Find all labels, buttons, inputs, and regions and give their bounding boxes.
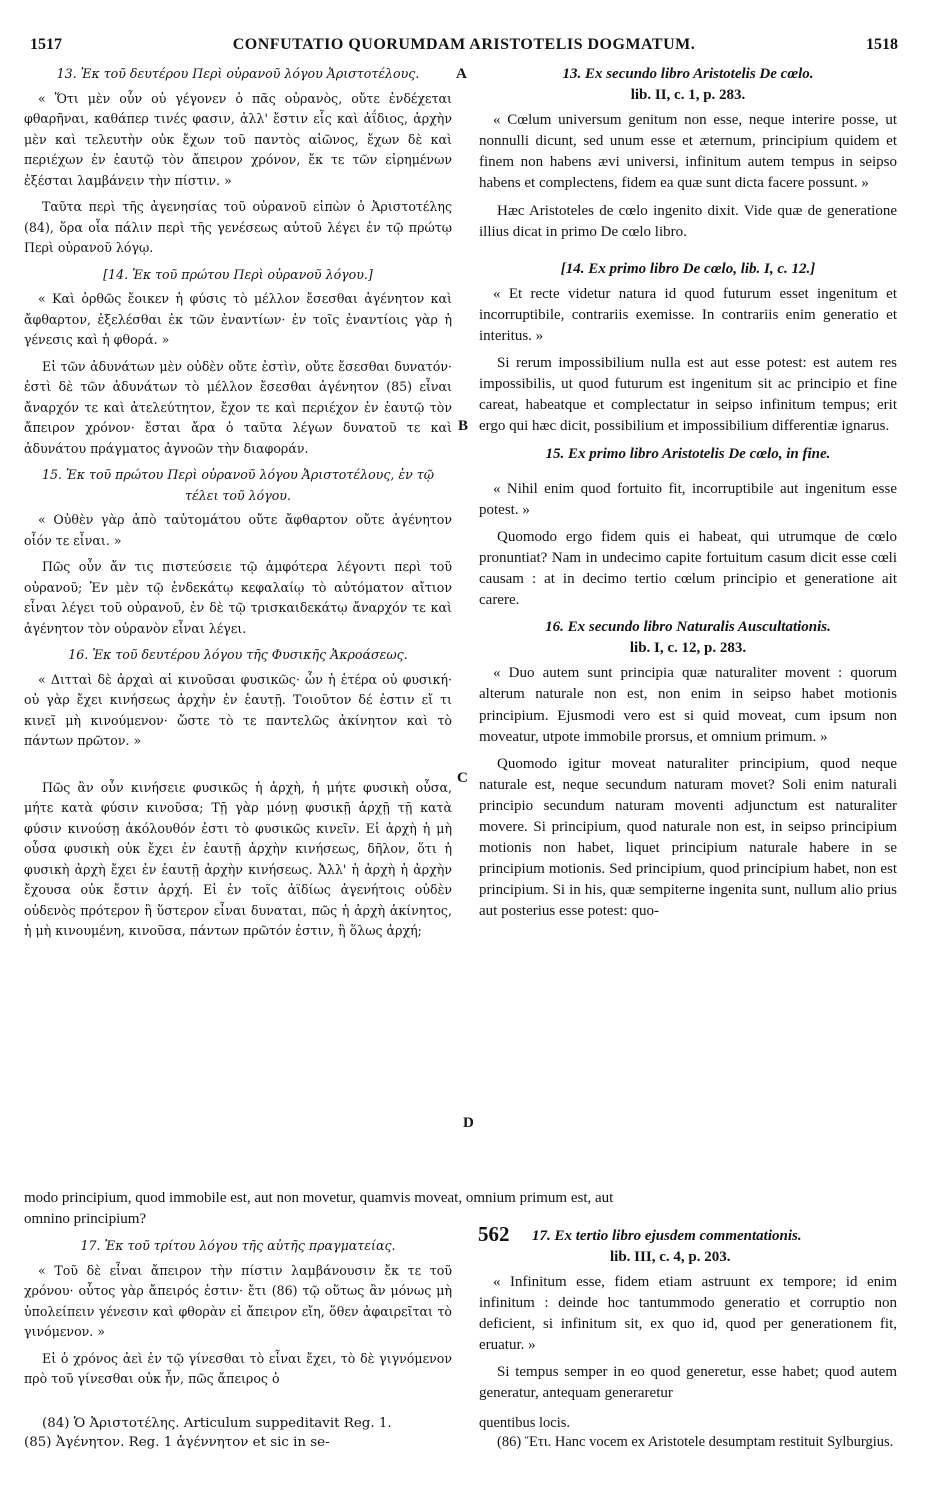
spanning-text bbox=[24, 1188, 900, 1230]
section-16-quote-greek: « Διτταὶ δὲ ἀρχαὶ αἱ κινοῦσαι φυσικῶς· ὧν ἡ ἑτέρα οὐ φυσική· οὐ γὰρ ἔχει κινήσεως ἀρχὴν ἐν ἑαυτῇ. Τοιοῦτον δέ ἐστιν εἴ τι κινεῖ μὴ κινούμενον· ὥστε τὸ τε παντελῶς ἀκίνητον καὶ τὸ πάντων πρῶτον. » bbox=[24, 671, 452, 748]
section-13-ref-latin: lib. II, c. 1, p. 283. bbox=[630, 87, 746, 104]
page-number-right: 1518 bbox=[866, 36, 898, 53]
margin-page-number: 562 bbox=[478, 1222, 510, 1246]
section-16-heading-greek: 16. Ἐκ τοῦ δευτέρου λόγου τῆς Φυσικῆς Ἀκροάσεως. bbox=[68, 647, 408, 662]
section-17-title-latin: 17. Ex tertio libro ejusdem commentationis. bbox=[532, 1228, 802, 1244]
section-14-quote-greek: « Καὶ ὀρθῶς ἔοικεν ἡ φύσις τὸ μέλλον ἔσεσθαι ἀγένητον καὶ ἄφθαρτον, ἐξελέσθαι ἐκ τῶν ἐναντίων· ἐν τοῖς ἐναντίοις γὰρ ἡ γένεσις καὶ ἡ φθορά. » bbox=[24, 291, 452, 347]
section-17-comment-greek: Εἰ ὁ χρόνος ἀεὶ ἐν τῷ γίνεσθαι τὸ εἶναι ἔχει, τὸ δὲ γιγνόμενον πρὸ τοῦ γίνεσθαι οὐκ ἦν, πῶς ἄπειρος ὁ bbox=[24, 1350, 452, 1386]
page-number-left: 1517 bbox=[30, 36, 62, 53]
margin-letter-a: A bbox=[456, 66, 467, 82]
section-15-heading-latin: 15. Ex primo libro Aristotelis De cœlo, in fine. bbox=[545, 445, 831, 462]
footnote-85-continued: quentibus locis. bbox=[479, 1415, 571, 1431]
section-13-comment-latin: Hæc Aristoteles de cœlo ingenito dixit. Vide quæ de generatione illius dicat in primo De cœlo libro. bbox=[479, 202, 897, 240]
margin-letter-c: C bbox=[457, 770, 468, 786]
section-13-heading-greek: 13. Ἐκ τοῦ δευτέρου Περὶ οὐρανοῦ λόγου Ἀριστοτέλους. bbox=[56, 66, 420, 81]
section-16-heading-latin bbox=[479, 617, 897, 659]
section-14-comment-greek: Εἰ τῶν ἀδυνάτων μὲν οὐδὲν οὔτε ἐστὶν, οὔτε ἔσεσθαι δυνατόν· ἐστὶ δὲ τῶν ἀδυνάτων τὸ μέλλον ἔσεσθαι ἀγένητον (85) εἶναι ἄναρχόν τε καὶ ἀτελεύτητον, ἔχον τε καὶ περιέχον ἐν ἑαυτῷ τὸν ἄπειρον χρόνον· ἔσται ἄρα ὁ ταῦτα λέγων δυνατοῦ τε καὶ ἀδυνάτου πράγματος ἀγνοῶν τὴν διαφοράν. bbox=[24, 358, 452, 456]
section-13-quote-latin: « Cœlum universum genitum non esse, neque interire posse, ut nonnulli dicunt, sed unum esse et æternum, principium quidem et finem non habens ævi universi, infinitum autem tempus in seipso habens et complectens, fidem ea quæ sunt dicta facere possunt. » bbox=[479, 112, 897, 192]
section-13-quote-greek: « Ὅτι μὲν οὖν οὐ γέγονεν ὁ πᾶς οὐρανὸς, οὔτε ἐνδέχεται φθαρῆναι, καθάπερ τινές φασιν, ἀλλ' ἔστιν εἷς καὶ ἀΐδιος, ἀρχὴν μὲν καὶ τελευτὴν οὐκ ἔχων τοῦ παντὸς αἰῶνος, ἔχων δὲ καὶ περιέχων ἐν ἑαυτῷ τὸν ἄπειρον χρόνον, ἔκ τε τῶν εἰρημένων ἐξέσται λαμβάνειν τὴν πίστιν. » bbox=[24, 90, 452, 188]
section-16-ref-latin: lib. I, c. 12, p. 283. bbox=[629, 640, 747, 657]
page-header bbox=[30, 36, 898, 56]
section-15-quote-latin: « Nihil enim quod fortuito fit, incorruptibile aut ingenitum esse potest. » bbox=[479, 480, 897, 518]
section-17-ref-latin: lib. III, c. 4, p. 203. bbox=[610, 1249, 731, 1266]
section-15-quote-greek: « Οὐθὲν γὰρ ἀπὸ ταὐτομάτου οὔτε ἄφθαρτον οὔτε ἀγένητον οἷόν τε εἶναι. » bbox=[24, 512, 452, 548]
section-16-comment-latin: Quomodo igitur moveat naturaliter principium, quod neque naturale est, neque secundum naturam movet? Soli enim naturali principio secundum naturam moventi adjunctum est naturaliter movere. Si principium, quod naturale non est, in seipso principium motionis non habet, liquet principium naturale habere in se principium motionis. Sed principium, quod principium habet, non est principium. Si in his, quæ sempiterne ingenita sunt, nullum alio prius aut posterius esse potest: quo- bbox=[479, 755, 897, 920]
latin-column-lower bbox=[479, 1272, 897, 1411]
footnotes-right bbox=[479, 1414, 897, 1452]
footnotes-left bbox=[24, 1414, 452, 1452]
section-16-quote-latin: « Duo autem sunt principia quæ naturaliter movent : quorum alterum naturale non est, non enim in seipso habet motionis principium. Ejusmodi vero est si quid moveat, cum ipsum non moveatur, utpote immobile prorsus, et omnium primum. » bbox=[479, 665, 897, 745]
section-13-title-latin: 13. Ex secundo libro Aristotelis De cœlo. bbox=[562, 66, 814, 82]
running-title: CONFUTATIO QUORUMDAM ARISTOTELIS DOGMATUM. bbox=[232, 36, 696, 53]
section-14-comment-latin: Si rerum impossibilium nulla est aut esse potest: est autem res impossibilis, ut quod futurum est ingenitum sit ac principio et fine careat, habeatque et complectatur in seipso infinitum tempus; erit ergo qui hæc dicit, possibilium et impossibilium differentiæ ignarus. bbox=[479, 355, 897, 435]
greek-column-lower bbox=[24, 1236, 452, 1396]
section-15-comment-latin: Quomodo ergo fidem quis ei habeat, qui utrumque de cœlo pronuntiat? Nam in undecimo capite fortuitum casum dicit esse cœli causam : at in decimo tertio cœlum principio et generatione ait carere. bbox=[479, 528, 897, 609]
section-17-heading-greek: 17. Ἐκ τοῦ τρίτου λόγου τῆς αὐτῆς πραγματείας. bbox=[80, 1238, 396, 1253]
section-16-comment-greek: Πῶς ἂν οὖν κινήσειε φυσικῶς ἡ ἀρχὴ, ἡ μήτε φυσικὴ οὖσα, μήτε κατὰ φύσιν κινοῦσα; Τῇ γὰρ μόνῃ φυσικῇ ἀρχῇ τῇ κατὰ φύσιν κινούσῃ ἀκόλουθόν ἐστι τὸ φυσικῶς κινεῖν. Εἰ ἀρχὴ ἡ μὴ οὖσα φυσικὴ οὐκ ἔχει ἐν ἑαυτῇ ἀρχὴν κινήσεως, δῆλον, ὅτι ἡ φυσικὴ ἀρχὴ ἔχει ἐν ἑαυτῇ ἀρχὴν κινήσεως. Ἀλλ' ἡ ἀρχὴ ἡ ἀρχὴν ἔχουσα οὐκ ἔστιν ἀρχή. Εἰ ἐν τοῖς ἀϊδίως ἀγενήτοις οὐδὲν οὐδενὸς πρότερον ἢ ὕστερον εἶναι δυναται, πῶς ἡ ἀρχὴ ἀκίνητος, ἡ μὴ κινουμένη, κινοῦσα, πάντων πρῶτόν ἐστιν, ἢ ὅλως ἀρχή; bbox=[24, 779, 452, 938]
latin-column-lower-heading bbox=[532, 1226, 897, 1272]
margin-letter-d: D bbox=[463, 1115, 474, 1131]
greek-column bbox=[24, 64, 452, 948]
margin-letter-b: B bbox=[458, 418, 469, 434]
section-17-quote-latin: « Infinitum esse, fidem etiam astruunt ex tempore; id enim infinitum : deinde hoc tantummodo generatio et corruptio non deficient, si infinitum sit, ex quo id, quod per generationem fit, eruatur. » bbox=[479, 1274, 897, 1354]
section-17-quote-greek: « Τοῦ δὲ εἶναι ἄπειρον τὴν πίστιν λαμβάνουσιν ἔκ τε τοῦ χρόνου· οὗτος γὰρ ἄπειρός ἐστιν· ἔτι (86) τῷ οὕτως ἂν μόνως μὴ ὑπολείπειν γένεσιν καὶ φθορὰν εἰ ἄπειρον εἴη, ὅθεν ἀφαιρεῖται τὸ γινόμενον. » bbox=[24, 1262, 452, 1339]
section-14-quote-latin: « Et recte videtur natura id quod futurum esset ingenitum et incorruptibile, contrariis exemisse. In contrariis enim generatio et interitus. » bbox=[479, 285, 897, 345]
footnote-84: (84) Ὁ Ἀριστοτέλης. Articulum suppeditavit Reg. 1. bbox=[42, 1416, 392, 1431]
section-15-heading-greek: 15. Ἐκ τοῦ πρώτου Περὶ οὐρανοῦ λόγου Ἀριστοτέλους, ἐν τῷ τέλει τοῦ λόγου. bbox=[41, 467, 435, 503]
spanning-line-2: omnino principium? bbox=[24, 1211, 147, 1227]
section-17-comment-latin: Si tempus semper in eo quod generetur, esse habet; quod autem generatur, antequam generaretur bbox=[479, 1364, 897, 1402]
section-13-heading-latin bbox=[479, 64, 897, 106]
footnote-86: (86) Ἔτι. Hanc vocem ex Aristotele desumptam restituit Sylburgius. bbox=[497, 1434, 894, 1450]
spanning-line-1: modo principium, quod immobile est, aut non movetur, quamvis moveat, omnium primum est, aut bbox=[24, 1190, 614, 1206]
section-17-heading-latin bbox=[532, 1226, 897, 1268]
section-15-comment-greek: Πῶς οὖν ἄν τις πιστεύσειε τῷ ἀμφότερα λέγοντι περὶ τοῦ οὐρανοῦ; Ἐν μὲν τῷ ἑνδεκάτῳ κεφαλαίῳ τὸ αὐτόματον αἴτιον εἶναι λέγει τοῦ οὐρανοῦ, ἐν δὲ τῷ τρισκαιδεκάτῳ ἄναρχόν τε καὶ ἀγένητον τὸν οὐρανὸν εἶναι λέγει. bbox=[24, 559, 452, 636]
section-16-title-latin: 16. Ex secundo libro Naturalis Auscultationis. bbox=[545, 619, 831, 636]
section-13-comment-greek: Ταῦτα περὶ τῆς ἀγενησίας τοῦ οὐρανοῦ εἰπὼν ὁ Ἀριστοτέλης (84), ὅρα οἷα πάλιν περὶ τῆς γενέσεως αὐτοῦ λέγει ἐν τῷ πρώτῳ Περὶ οὐρανοῦ λόγῳ. bbox=[24, 199, 452, 255]
latin-column bbox=[479, 64, 897, 928]
section-14-heading-greek: [14. Ἐκ τοῦ πρώτου Περὶ οὐρανοῦ λόγου.] bbox=[103, 266, 373, 282]
footnote-85: (85) Ἀγένητον. Reg. 1 ἀγέννητον et sic in se- bbox=[24, 1435, 330, 1450]
section-14-heading-latin: [14. Ex primo libro De cœlo, lib. I, c. 12.] bbox=[560, 260, 816, 277]
